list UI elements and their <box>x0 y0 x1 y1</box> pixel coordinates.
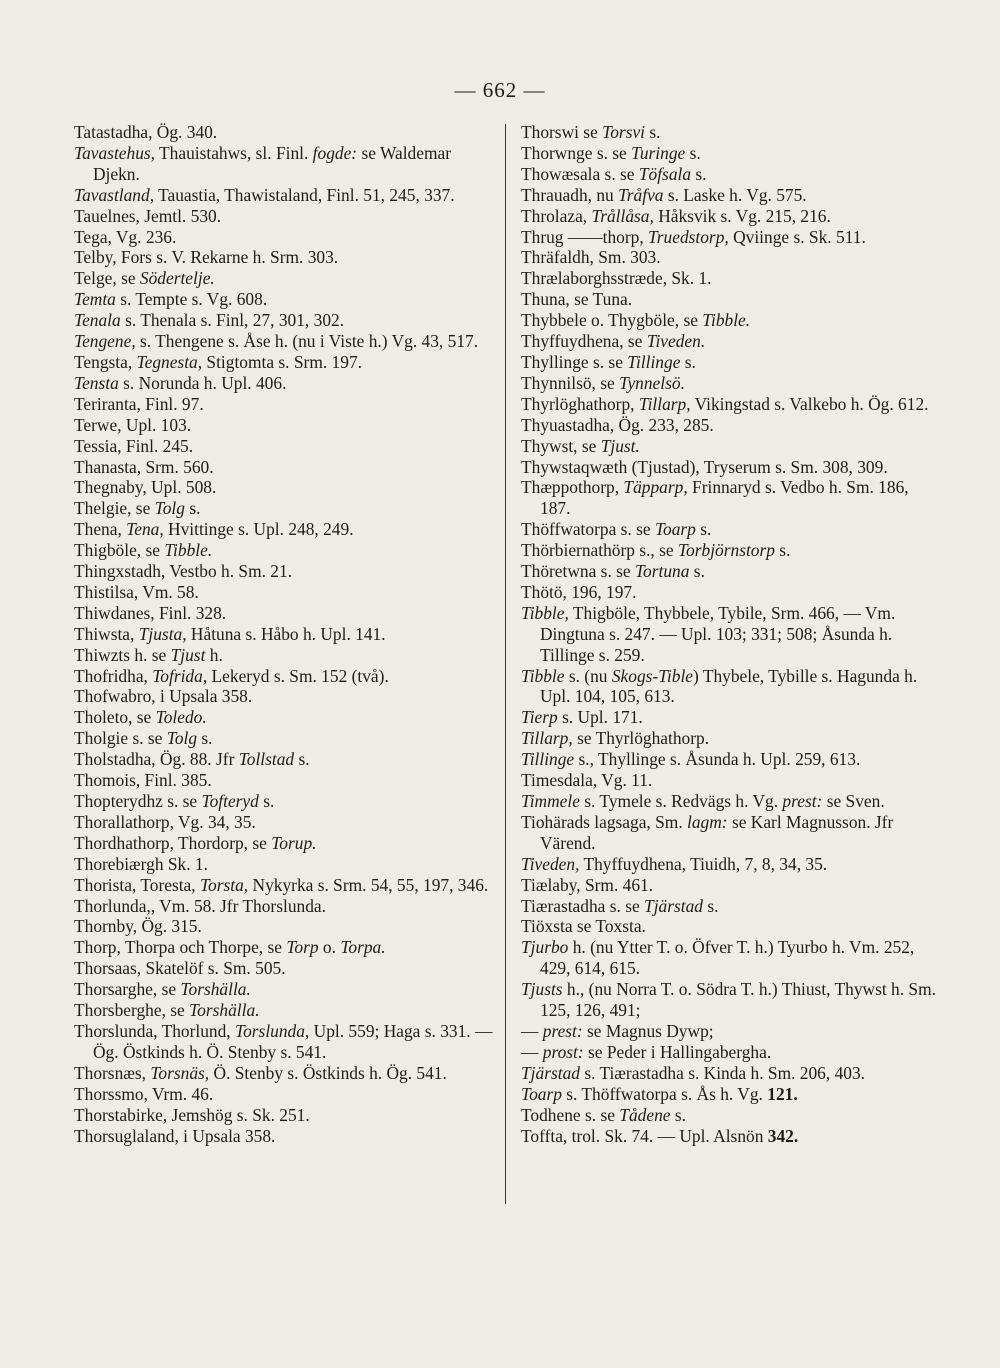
entry-text: Tortuna <box>634 561 690 582</box>
index-entry <box>521 561 941 582</box>
entry-text: Torpa. <box>340 937 386 958</box>
entry-text: Tiveden, <box>521 853 580 874</box>
entry-text: s., Thyllinge s. Åsunda h. Upl. 259, 613. <box>574 749 861 770</box>
entry-text: Thorsaas, Skatelöf s. Sm. 505. <box>74 958 286 979</box>
index-entry <box>74 1000 494 1021</box>
entry-text: s. Norunda h. Upl. 406. <box>118 372 287 393</box>
index-entry <box>74 143 494 185</box>
index-entry <box>74 875 494 896</box>
index-entry <box>521 1126 941 1147</box>
entry-text: Tibble. <box>164 540 213 561</box>
entry-text: Tillarp, <box>521 728 573 749</box>
index-entry <box>521 227 941 248</box>
entry-text: Tiohärads lagsaga, Sm. <box>521 811 688 832</box>
entry-text: s. (nu <box>564 665 612 686</box>
entry-text: lagm: <box>687 811 728 832</box>
entry-text: Thrug ——thorp, <box>521 226 649 247</box>
page-number: — 662 — <box>454 78 546 102</box>
entry-text: Tatastadha, Ög. 340. <box>74 122 218 142</box>
entry-text: s. <box>691 163 707 184</box>
index-entry <box>521 1042 941 1063</box>
entry-text: — <box>521 1020 543 1041</box>
index-entry <box>74 1084 494 1105</box>
entry-text: Temta <box>74 289 116 310</box>
index-entry <box>521 436 941 457</box>
entry-text: Thorista, Toresta, <box>74 874 200 895</box>
entry-text: — <box>521 1041 543 1062</box>
entry-text: Thorebiærgh Sk. 1. <box>74 853 208 874</box>
entry-text: Tauelnes, Jemtl. 530. <box>74 205 222 226</box>
entry-text: Thordhathorp, Thordorp, se <box>74 832 272 853</box>
index-entry <box>521 415 941 436</box>
index-entry <box>74 227 494 248</box>
entry-text: Timesdala, Vg. 11. <box>521 770 653 791</box>
index-entry <box>74 289 494 310</box>
entry-text: Tiöxsta se Toxsta. <box>521 916 646 937</box>
entry-text: Truedstorp, <box>648 226 729 247</box>
index-entry <box>74 1105 494 1126</box>
entry-text: Tofrida, <box>152 665 208 686</box>
entry-text: Thauistahws, sl. Finl. <box>155 142 313 163</box>
index-entry <box>521 540 941 561</box>
index-entry <box>74 854 494 875</box>
entry-text: Telby, Fors s. V. Rekarne h. Srm. 303. <box>74 247 339 268</box>
index-entry <box>74 582 494 603</box>
entry-text: Tollstad <box>238 749 295 770</box>
entry-text: s. <box>680 351 696 372</box>
entry-text: Thowæsala s. se <box>521 163 639 184</box>
entry-text: Stigtomta s. Srm. 197. <box>202 351 362 372</box>
entry-text: s. <box>645 122 661 142</box>
entry-text: Thyuastadha, Ög. 233, 285. <box>521 414 714 435</box>
entry-text: Tengsta, <box>74 351 137 372</box>
entry-text: Thrauadh, nu <box>521 184 619 205</box>
entry-text: Tensta <box>74 372 119 393</box>
index-entry <box>74 373 494 394</box>
entry-text: Frinnaryd s. Vedbo h. Sm. 186, 187. <box>540 477 909 519</box>
index-entry <box>521 875 941 896</box>
entry-text: s. <box>689 561 705 582</box>
index-entry <box>74 477 494 498</box>
entry-text: Tholstadha, Ög. 88. Jfr <box>74 749 239 770</box>
index-entry <box>521 916 941 937</box>
index-entry <box>74 916 494 937</box>
entry-text: Tegnesta, <box>136 351 203 372</box>
index-entry <box>74 436 494 457</box>
entry-text: Thorstabirke, Jemshög s. Sk. 251. <box>74 1104 310 1125</box>
index-entry <box>521 164 941 185</box>
index-entry <box>521 331 941 352</box>
index-entry <box>74 352 494 373</box>
index-entry <box>74 519 494 540</box>
entry-text: Tjurbo <box>521 937 569 958</box>
entry-text: s. <box>703 895 719 916</box>
entry-text: se Waldemar Djekn. <box>93 142 451 184</box>
index-entry <box>74 331 494 352</box>
index-entry <box>521 289 941 310</box>
entry-text: Ö. Stenby s. Östkinds h. Ög. 541. <box>209 1062 447 1083</box>
index-entry <box>74 498 494 519</box>
entry-text: Tjärstad <box>644 895 703 916</box>
entry-text: Tibble. <box>702 310 751 331</box>
entry-text: s. <box>258 791 275 811</box>
index-entry <box>74 624 494 645</box>
index-entry <box>521 185 941 206</box>
index-entry <box>74 540 494 561</box>
entry-text: Thorp, Thorpa och Thorpe, se <box>74 937 287 958</box>
index-entry <box>74 686 494 707</box>
entry-text: Thorlunda,, Vm. 58. Jfr Thorslunda. <box>74 895 326 916</box>
entry-text: h., (nu Norra T. o. Södra T. h.) Thiust, Thywst h. Sm. 125, 126, 491; <box>540 979 936 1021</box>
entry-text: s. <box>774 540 791 561</box>
entry-text: Thopterydhz s. se <box>74 791 202 811</box>
entry-text: fogde: <box>312 142 358 163</box>
entry-text: Thrælaborghsstræde, Sk. 1. <box>521 268 712 289</box>
index-entry <box>521 310 941 331</box>
entry-text: s. <box>197 728 213 749</box>
index-entry <box>521 1105 941 1126</box>
entry-text: Thynnilsö, se <box>521 372 620 393</box>
entry-text: Tena, <box>126 519 164 540</box>
entry-text: se Sven. <box>822 791 885 811</box>
index-entry <box>521 477 941 519</box>
index-entry <box>521 1063 941 1084</box>
entry-text: Tierp <box>521 707 558 728</box>
entry-text: Torsvi <box>602 122 646 142</box>
entry-text: Tavastland, <box>74 184 155 205</box>
index-entry <box>521 457 941 478</box>
entry-text: Tiælaby, Srm. 461. <box>521 874 654 895</box>
index-entry <box>74 394 494 415</box>
entry-text: Thigböle, se <box>74 540 165 561</box>
index-entry <box>74 603 494 624</box>
entry-text: Södertelje. <box>139 268 215 289</box>
entry-text: Thorssmo, Vrm. 46. <box>74 1083 214 1104</box>
index-entry <box>74 1063 494 1084</box>
index-entry <box>521 896 941 917</box>
index-entry <box>74 1021 494 1063</box>
column-divider <box>505 124 506 1204</box>
entry-text: s. Tymele s. Redvägs h. Vg. <box>579 791 783 811</box>
index-entry <box>521 749 941 770</box>
entry-text: s. Tempte s. Vg. 608. <box>115 289 268 310</box>
entry-text: s. <box>184 498 201 519</box>
index-entry <box>521 394 941 415</box>
index-entry <box>521 1021 941 1042</box>
entry-text: Thomois, Finl. 385. <box>74 770 212 791</box>
entry-text: Tillinge <box>521 749 575 770</box>
entry-text: Torsnäs, <box>150 1062 210 1083</box>
entry-text: s. Tiærastadha s. Kinda h. Sm. 206, 403. <box>579 1062 866 1083</box>
entry-text: Skogs-Tible <box>611 665 693 686</box>
index-entry <box>74 247 494 268</box>
entry-text: Thywstaqwæth (Tjustad), Tryserum s. Sm. 308, 309. <box>521 456 888 477</box>
index-entry <box>521 122 941 143</box>
entry-text: Torshälla. <box>180 979 251 1000</box>
index-entry <box>521 519 941 540</box>
entry-text: Thräfaldh, Sm. 303. <box>521 247 661 268</box>
entry-text: Tådene <box>619 1104 671 1125</box>
entry-text: Lekeryd s. Sm. 152 (två). <box>207 665 389 686</box>
entry-text: Torshälla. <box>189 1000 260 1021</box>
entry-text: Tjärstad <box>521 1062 580 1083</box>
entry-text: Thiwzts h. se <box>74 644 171 665</box>
index-entry <box>521 268 941 289</box>
entry-text: ) Thybele, Tybille s. Hagunda h. Upl. 104, 105, 613. <box>540 665 918 707</box>
entry-text: o. <box>318 937 341 958</box>
index-entry <box>521 206 941 227</box>
entry-text: Tholgie s. se <box>74 728 167 749</box>
entry-text: prest: <box>782 791 823 811</box>
entry-text: Thistilsa, Vm. 58. <box>74 581 199 602</box>
index-entry <box>74 457 494 478</box>
entry-text: Tessia, Finl. 245. <box>74 435 194 456</box>
index-entry <box>521 854 941 875</box>
entry-text: Thofridha, <box>74 665 153 686</box>
entry-text: se Thyrlöghathorp. <box>572 728 710 749</box>
entry-text: s. Thöffwatorpa s. Ås h. Vg. <box>561 1083 768 1104</box>
entry-text: Tiærastadha s. se <box>521 895 645 916</box>
entry-text: Tillinge <box>627 351 681 372</box>
entry-text: Tynnelsö. <box>619 372 685 393</box>
entry-text: Håtuna s. Håbo h. Upl. 141. <box>186 623 386 644</box>
entry-text: Thorsberghe, se <box>74 1000 190 1021</box>
entry-text: Tauastia, Thawistaland, Finl. 51, 245, 337. <box>154 184 455 205</box>
entry-text: se Karl Magnusson. Jfr Värend. <box>540 811 894 853</box>
entry-text: Torbjörnstorp <box>677 540 775 561</box>
index-entry <box>521 582 941 603</box>
entry-text: prest: <box>542 1020 583 1041</box>
index-entry <box>74 791 494 812</box>
entry-text: Thyllinge s. se <box>521 351 628 372</box>
index-entry <box>74 415 494 436</box>
entry-text: Töfsala <box>638 163 692 184</box>
index-entry <box>74 645 494 666</box>
index-entry <box>74 310 494 331</box>
entry-text: Thiwdanes, Finl. 328. <box>74 602 227 623</box>
entry-text: prost: <box>542 1041 584 1062</box>
entry-text: Thötö, 196, 197. <box>521 581 637 602</box>
entry-text: Telge, se <box>74 268 140 289</box>
entry-text: Toarp <box>654 519 696 540</box>
entry-text: s. Thenala s. Finl, 27, 301, 302. <box>120 310 345 331</box>
index-entry <box>74 937 494 958</box>
index-entry <box>521 666 941 708</box>
entry-text: Thingxstadh, Vestbo h. Sm. 21. <box>74 561 293 582</box>
index-entry <box>521 247 941 268</box>
entry-text: Tengene, <box>74 331 136 352</box>
entry-text: Tega, Vg. 236. <box>74 226 177 247</box>
index-entry <box>74 707 494 728</box>
entry-text: Thofwabro, i Upsala 358. <box>74 686 253 707</box>
index-entry <box>74 896 494 917</box>
index-entry <box>74 833 494 854</box>
index-entry <box>74 979 494 1000</box>
entry-text: h. <box>205 644 223 665</box>
entry-text: Thörbiernathörp s., se <box>521 540 678 561</box>
entry-text: 121. <box>767 1083 798 1104</box>
index-entry <box>521 707 941 728</box>
entry-text: Todhene s. se <box>521 1104 620 1125</box>
entry-text: Turinge <box>631 142 686 163</box>
entry-text: Thornby, Ög. 315. <box>74 916 202 937</box>
entry-text: Nykyrka s. Srm. 54, 55, 197, 346. <box>248 874 489 895</box>
entry-text: Teriranta, Finl. 97. <box>74 393 204 414</box>
entry-text: Tavastehus, <box>74 142 156 163</box>
entry-text: Thanasta, Srm. 560. <box>74 456 214 477</box>
entry-text: Håksvik s. Vg. 215, 216. <box>653 205 831 226</box>
entry-text: Thyffuydhena, Tiuidh, 7, 8, 34, 35. <box>579 853 828 874</box>
entry-text: Tibble <box>521 665 565 686</box>
index-entry <box>74 812 494 833</box>
index-entry <box>521 937 941 979</box>
entry-text: s. <box>695 519 712 540</box>
index-entry <box>521 373 941 394</box>
entry-text: Toarp <box>521 1083 562 1104</box>
entry-text: Tillarp, <box>638 393 691 414</box>
index-entry <box>521 812 941 854</box>
entry-text: Thywst, se <box>521 435 601 456</box>
entry-text: Torslunda, <box>235 1020 310 1041</box>
index-entry <box>521 979 941 1021</box>
entry-text: Thorswi se <box>521 122 603 142</box>
entry-text: se Peder i Hallingabergha. <box>583 1041 772 1062</box>
index-entry <box>521 728 941 749</box>
entry-text: Thorsnæs, <box>74 1062 151 1083</box>
entry-text: Thorallathorp, Vg. 34, 35. <box>74 811 256 832</box>
entry-text: Toledo. <box>155 707 207 728</box>
entry-text: s. Laske h. Vg. 575. <box>663 184 807 205</box>
entry-text: Thybbele o. Thygböle, se <box>521 310 703 331</box>
index-entry <box>74 268 494 289</box>
entry-text: Trållåsa, <box>591 205 654 226</box>
index-entry <box>521 791 941 812</box>
entry-text: Thöffwatorpa s. se <box>521 519 655 540</box>
entry-text: Thorsuglaland, i Upsala 358. <box>74 1125 276 1146</box>
entry-text: Thena, <box>74 519 127 540</box>
entry-text: Tjusts <box>521 979 563 1000</box>
entry-text: Thorslunda, Thorlund, <box>74 1020 236 1041</box>
index-entry <box>74 1126 494 1147</box>
index-entry <box>521 143 941 164</box>
entry-text: 342. <box>767 1125 799 1146</box>
index-entry <box>521 603 941 666</box>
entry-text: Upl. 559; Haga s. 331. — Ög. Östkinds h. Ö. Stenby s. 541. <box>93 1020 493 1062</box>
index-entry <box>74 728 494 749</box>
entry-text: Terwe, Upl. 103. <box>74 414 192 435</box>
entry-text: Thorsarghe, se <box>74 979 181 1000</box>
entry-text: Tråfva <box>618 184 664 205</box>
entry-text: Timmele <box>521 791 580 811</box>
entry-text: Thöretwna s. se <box>521 561 635 582</box>
entry-text: Tjust. <box>600 435 640 456</box>
entry-text: Tjust <box>170 644 206 665</box>
entry-text: h. (nu Ytter T. o. Öfver T. h.) Tyurbo h. Vm. 252, 429, 614, 615. <box>540 937 915 979</box>
index-entry <box>74 561 494 582</box>
entry-text: Tenala <box>74 310 121 331</box>
entry-text: Täpparp, <box>623 477 688 498</box>
entry-text: Tolg <box>154 498 185 519</box>
entry-text: s. Upl. 171. <box>557 707 643 728</box>
entry-text: Thiwsta, <box>74 623 139 644</box>
entry-text: Vikingstad s. Valkebo h. Ög. 612. <box>690 393 929 414</box>
entry-text: s. <box>670 1104 686 1125</box>
entry-text: se Magnus Dywp; <box>582 1020 714 1041</box>
entry-text: Torup. <box>271 832 317 853</box>
entry-text: Toffta, trol. Sk. 74. — Upl. Alsnön <box>521 1125 768 1146</box>
entry-text: Qviinge s. Sk. 511. <box>728 226 866 247</box>
entry-text: Tholeto, se <box>74 707 156 728</box>
entry-text: Tiveden. <box>646 331 706 352</box>
index-entry <box>74 666 494 687</box>
index-column-right <box>521 122 941 1146</box>
index-entry <box>521 352 941 373</box>
index-entry <box>74 206 494 227</box>
entry-text: Torp <box>286 937 319 958</box>
entry-text: Thyrlöghathorp, <box>521 393 639 414</box>
entry-text: Thuna, se Tuna. <box>521 289 633 310</box>
entry-text: Throlaza, <box>521 205 592 226</box>
entry-text: Tjusta, <box>138 623 187 644</box>
entry-text: Torsta, <box>199 874 249 895</box>
entry-text: Hvittinge s. Upl. 248, 249. <box>163 519 354 540</box>
index-entry <box>74 122 494 143</box>
entry-text: Tolg <box>166 728 198 749</box>
entry-text: Thegnaby, Upl. 508. <box>74 477 217 498</box>
index-entry <box>521 770 941 791</box>
entry-text: Thelgie, se <box>74 498 155 519</box>
entry-text: Thorwnge s. se <box>521 142 632 163</box>
entry-text: Thyffuydhena, se <box>521 331 647 352</box>
index-entry <box>74 749 494 770</box>
index-column-left <box>74 122 494 1146</box>
index-entry <box>74 958 494 979</box>
entry-text: Thigböle, Thybbele, Tybile, Srm. 466, — Vm. Dingtuna s. 247. — Upl. 103; 331; 508; Åsunda h. Tillinge s. 259. <box>540 602 896 665</box>
entry-text: Tofteryd <box>201 791 259 811</box>
entry-text: s. <box>685 142 701 163</box>
index-entry <box>74 185 494 206</box>
entry-text: s. <box>294 749 310 770</box>
entry-text: Thæppothorp, <box>521 477 624 498</box>
index-entry <box>521 1084 941 1105</box>
entry-text: Tibble, <box>521 602 569 623</box>
entry-text: s. Thengene s. Åse h. (nu i Viste h.) Vg. 43, 517. <box>135 331 479 352</box>
index-entry <box>74 770 494 791</box>
